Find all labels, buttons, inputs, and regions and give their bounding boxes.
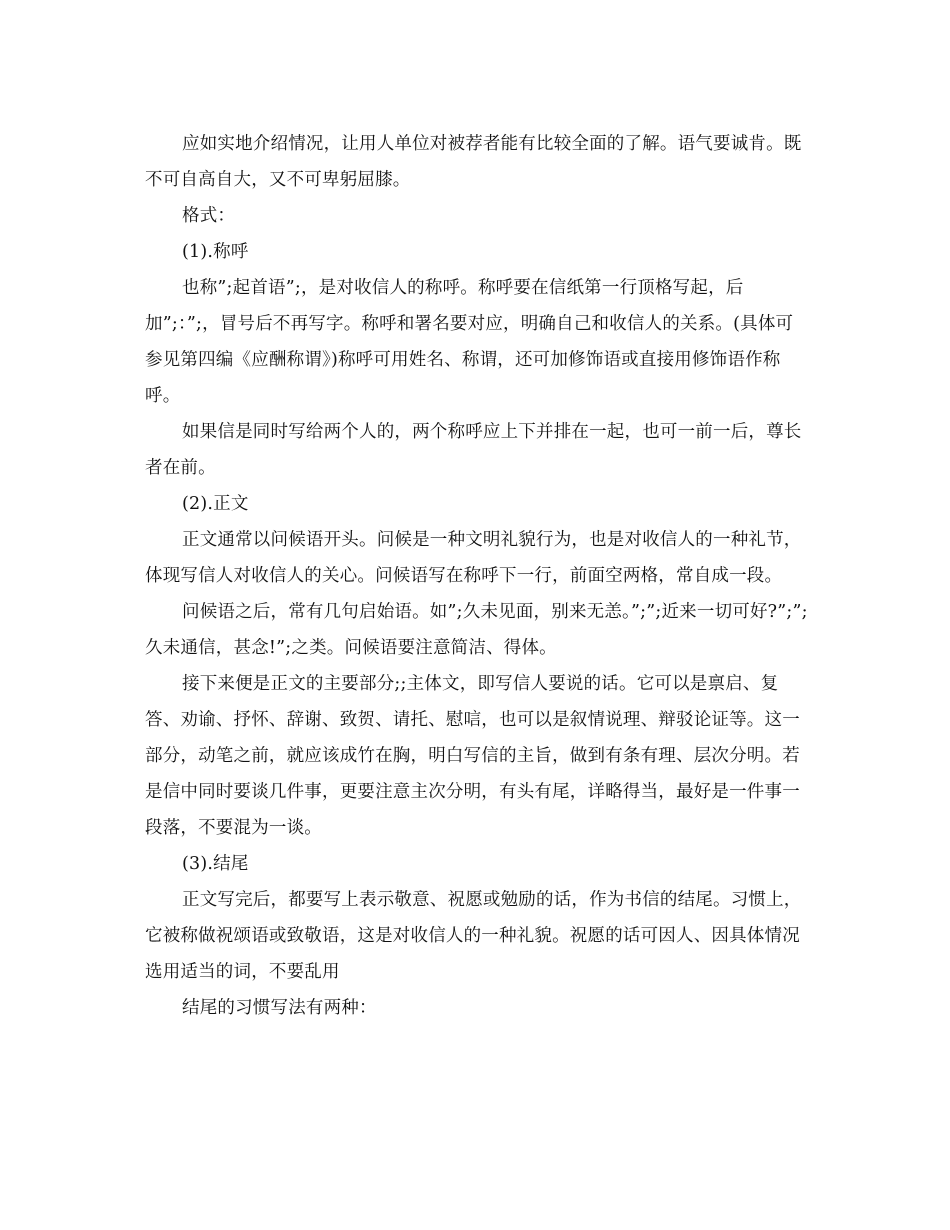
paragraph-closing: 正文写完后，都要写上表示敬意、祝愿或勉励的话，作为书信的结尾。习惯上，它被称做祝颂语或致敬语，这是对收信人的一种礼貌。祝愿的话可因人、因具体情况选用适当的词，不要乱用 [145, 890, 802, 982]
paragraph-intro: 应如实地介绍情况，让用人单位对被荐者能有比较全面的了解。语气要诚肯。既不可自高自大，又不可卑躬屈膝。 [145, 134, 802, 190]
paragraph-opening-words: 问候语之后，常有几句启始语。如”;久未见面，别来无恙。”;”;近来一切可好?”;”;久未通信，甚念!”;之类。问候语要注意简洁、得体。 [145, 602, 808, 658]
section-heading-closing: (3).结尾 [182, 854, 249, 874]
section-heading-body: (2).正文 [182, 494, 249, 514]
paragraph-closing-forms: 结尾的习惯写法有两种： [182, 998, 377, 1018]
paragraph-main-body: 接下来便是正文的主要部分;;主体文，即写信人要说的话。它可以是禀启、复答、劝谕、抒怀、辞谢、致贺、请托、慰唁，也可以是叙情说理、辩驳论证等。这一部分，动笔之前，就应该成竹在胸，明白写信的主旨，做到有条有理、层次分明。若是信中同时要谈几件事，更要注意主次分明，有头有尾，详略得当，最好是一件事一段落，不要混为一谈。 [145, 674, 800, 838]
paragraph-greeting: 正文通常以问候语开头。问候是一种文明礼貌行为，也是对收信人的一种礼节，体现写信人对收信人的关心。问候语写在称呼下一行，前面空两格，常自成一段。 [145, 530, 802, 586]
paragraph-salutation: 也称”;起首语”;，是对收信人的称呼。称呼要在信纸第一行顶格写起，后加”;：”;，冒号后不再写字。称呼和署名要对应，明确自己和收信人的关系。(具体可参见第四编《应酬称谓》)称呼可用姓名、称谓，还可加修饰语或直接用修饰语作称呼。 [145, 278, 794, 406]
section-heading-salutation: (1).称呼 [182, 242, 249, 262]
paragraph-format-heading: 格式： [182, 206, 236, 226]
paragraph-two-recipients: 如果信是同时写给两个人的，两个称呼应上下并排在一起，也可一前一后，尊长者在前。 [145, 422, 802, 478]
document-body [145, 126, 810, 1026]
